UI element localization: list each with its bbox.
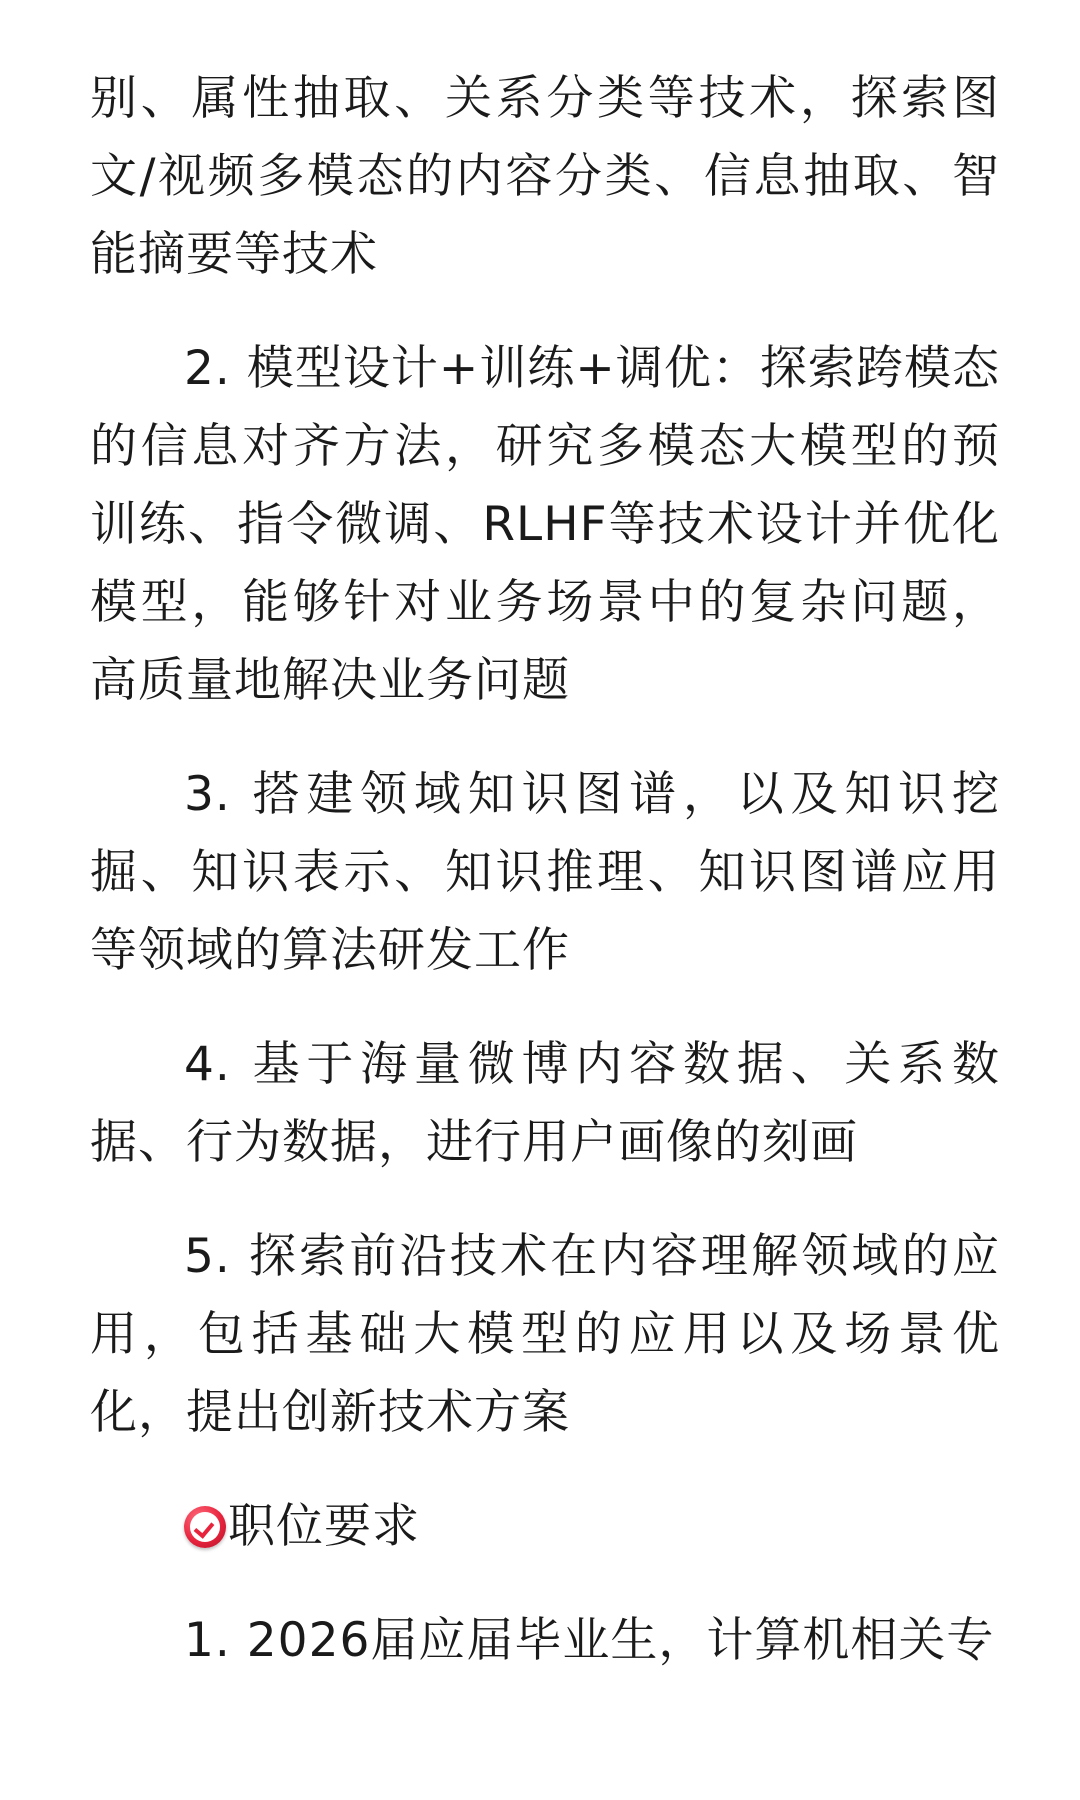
requirement-item-1: 1. 2026届应届毕业生，计算机相关专 [184,1613,995,1668]
paragraph-continued: 别、属性抽取、关系分类等技术，探索图文/视频多模态的内容分类、信息抽取、智能摘要等技术 [90,71,1000,282]
paragraph-item-3: 3. 搭建领域知识图谱，以及知识挖掘、知识表示、知识推理、知识图谱应用等领域的算法研发工作 [90,767,1000,978]
paragraph-item-5: 5. 探索前沿技术在内容理解领域的应用，包括基础大模型的应用以及场景优化，提出创新技术方案 [90,1229,1000,1440]
section-heading-text: 职位要求 [228,1499,420,1554]
check-badge-icon [184,1506,226,1548]
paragraph-item-2: 2. 模型设计+训练+调优：探索跨模态的信息对齐方法，研究多模态大模型的预训练、指令微调、RLHF等技术设计并优化模型，能够针对业务场景中的复杂问题，高质量地解决业务问题 [90,341,1000,708]
section-heading-requirements [90,1488,1000,1566]
job-description [90,60,1000,1716]
paragraph-item-4: 4. 基于海量微博内容数据、关系数据、行为数据，进行用户画像的刻画 [90,1037,1000,1170]
